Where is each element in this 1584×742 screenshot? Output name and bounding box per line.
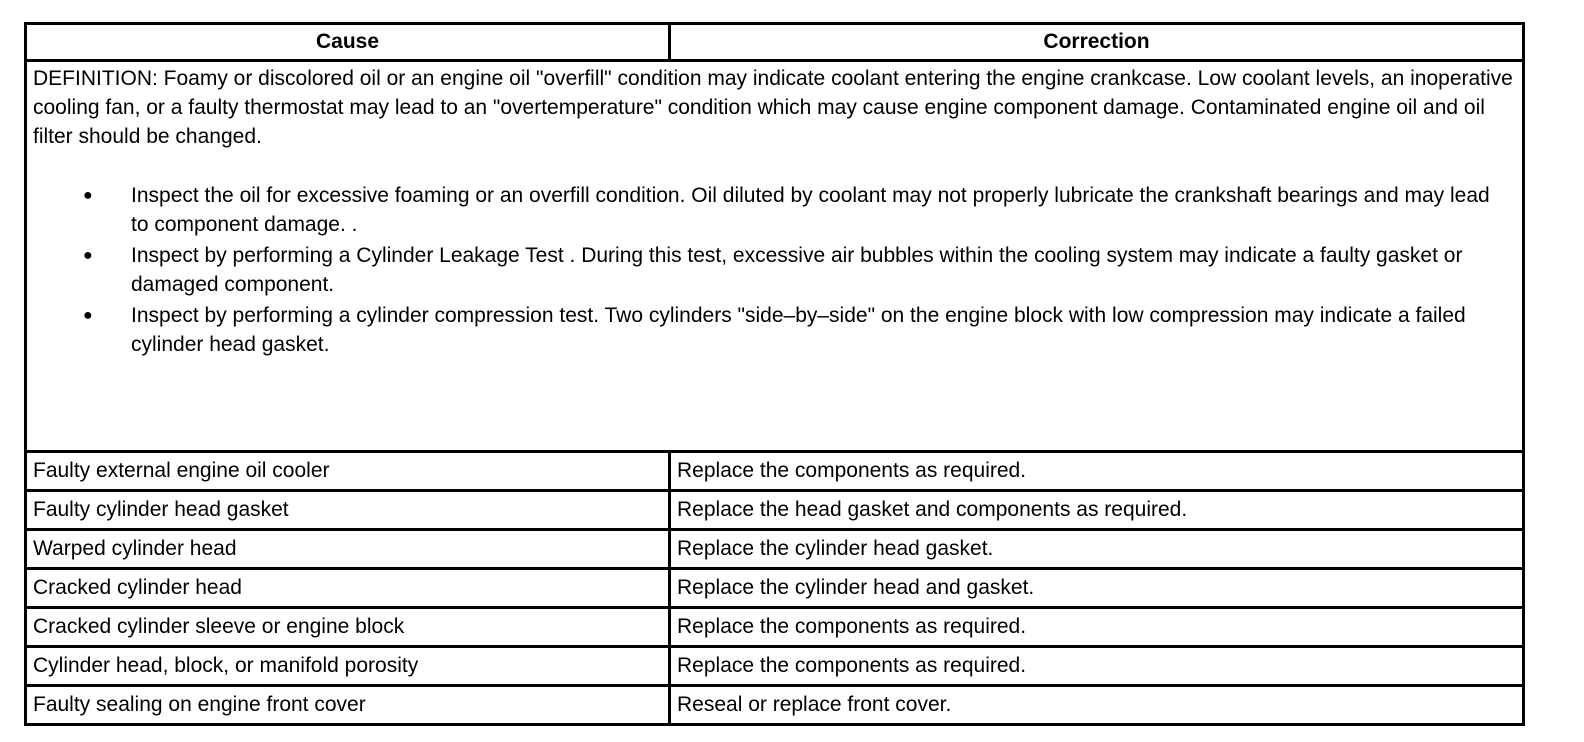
table-row (26, 647, 1524, 686)
cause-cell: Faulty external engine oil cooler (26, 452, 670, 491)
correction-cell: Replace the components as required. (670, 452, 1524, 491)
correction-cell: Reseal or replace front cover. (670, 686, 1524, 725)
inspection-item-text: Inspect the oil for excessive foaming or an overfill condition. Oil diluted by coolant may not properly lubricate the crankshaft bearings and may lead to component damage. . (131, 184, 1490, 236)
definition-row (26, 61, 1524, 452)
inspection-item (27, 301, 1512, 359)
cause-cell: Faulty sealing on engine front cover (26, 686, 670, 725)
inspection-item-text: Inspect by performing a cylinder compression test. Two cylinders "side–by–side" on the engine block with low compression may indicate a failed cylinder head gasket. (131, 304, 1466, 356)
cause-cell: Cylinder head, block, or manifold porosity (26, 647, 670, 686)
diagnosis-table (24, 22, 1525, 726)
correction-cell: Replace the cylinder head gasket. (670, 530, 1524, 569)
bullet-icon: ● (83, 247, 93, 264)
inspection-item (27, 181, 1512, 239)
cause-cell: Faulty cylinder head gasket (26, 491, 670, 530)
inspection-list (27, 181, 1522, 359)
correction-cell: Replace the cylinder head and gasket. (670, 569, 1524, 608)
inspection-item (27, 241, 1512, 299)
bullet-icon: ● (83, 307, 93, 324)
cause-cell: Cracked cylinder sleeve or engine block (26, 608, 670, 647)
table-row (26, 491, 1524, 530)
correction-cell: Replace the components as required. (670, 647, 1524, 686)
inspection-item-text: Inspect by performing a Cylinder Leakage Test . During this test, excessive air bubbles within the cooling system may indicate a faulty gasket or damaged component. (131, 244, 1463, 296)
table-row (26, 569, 1524, 608)
table-row (26, 686, 1524, 725)
correction-cell: Replace the components as required. (670, 608, 1524, 647)
cause-cell: Warped cylinder head (26, 530, 670, 569)
header-row (26, 24, 1524, 61)
correction-cell: Replace the head gasket and components as required. (670, 491, 1524, 530)
header-correction: Correction (670, 24, 1524, 61)
definition-cell (26, 61, 1524, 452)
bullet-icon: ● (83, 187, 93, 204)
table-row (26, 530, 1524, 569)
definition-text: DEFINITION: Foamy or discolored oil or an engine oil "overfill" condition may indicate coolant entering the engine crankcase. Low coolant levels, an inoperative cooling fan, or a faulty thermostat may lead to an "overtemperature" condition which may cause engine component damage. Contaminated engine oil and oil filter should be changed. (33, 67, 1513, 148)
table-row (26, 452, 1524, 491)
header-cause: Cause (26, 24, 670, 61)
cause-cell: Cracked cylinder head (26, 569, 670, 608)
table-row (26, 608, 1524, 647)
